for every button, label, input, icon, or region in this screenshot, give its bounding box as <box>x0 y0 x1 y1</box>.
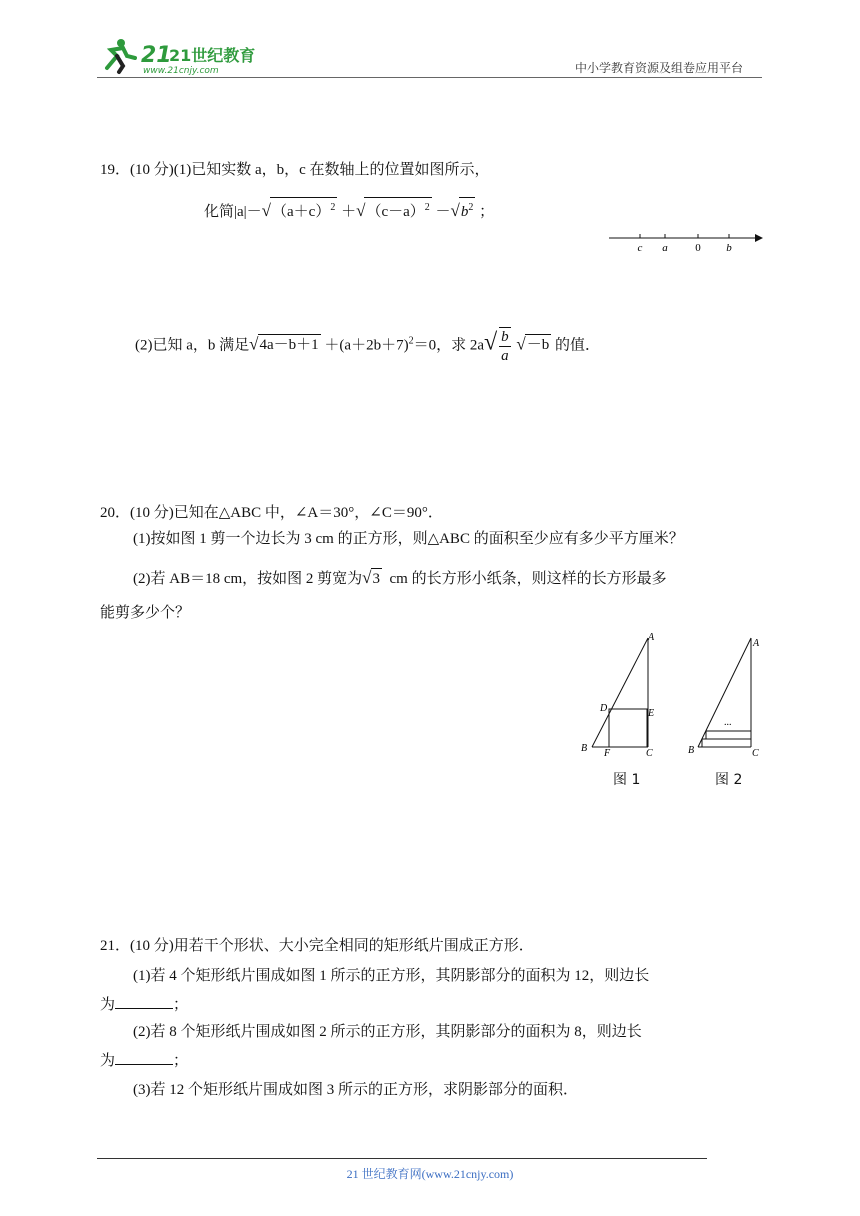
fig1-caption: 图 1 <box>613 772 641 788</box>
numberline-label-a: a <box>662 242 668 254</box>
q19-part2-prefix: (2)已知 a，b 满足 <box>135 337 250 354</box>
runner-logo-icon <box>97 36 257 76</box>
q19-part2-radicand-2: －b <box>525 334 552 355</box>
svg-text:21: 21 <box>141 43 172 68</box>
platform-title: 中小学教育资源及组卷应用平台 <box>575 61 744 75</box>
q19-simplify-expression: 化简$|a|-√(a+c)^2 +√(c-a)^2 -√b^2$ ； <box>204 197 494 222</box>
q19-part2-mid2: ＝0，求 2a <box>413 337 484 354</box>
q21-part3: (3)若 12 个矩形纸片围成如图 3 所示的正方形，求阴影部分的面积． <box>133 1082 578 1098</box>
fig1-label-B: B <box>581 743 588 754</box>
numberline-label-b: b <box>726 242 732 254</box>
numberline-label-0: 0 <box>695 242 701 254</box>
q19-sep-2: － <box>435 204 451 220</box>
numberline-label-c: c <box>637 242 643 254</box>
q21-part2-line2: 为 ； <box>100 1050 188 1071</box>
q20-part2-line2: 能剪多少个？ <box>100 605 191 621</box>
q21-part1-blank[interactable] <box>115 994 173 1009</box>
fig1-label-A: A <box>648 632 655 643</box>
fig2-label-A: A <box>753 638 760 649</box>
q19-fraction: $\frac{b}{a}$ <box>501 329 509 364</box>
footer-link[interactable]: 21 世纪教育网(www.21cnjy.com) <box>346 1167 514 1181</box>
fig2-label-C: C <box>752 748 759 758</box>
header-divider <box>97 77 762 78</box>
q19-part2: (2)已知 a，b 满足$√4a-b+1 +(a+2b+7)^2=0$，求 2a√ $\frac{b}{a}$ √－b 的值． <box>135 329 601 364</box>
q19-radicand-3: $b^2$ <box>459 197 476 222</box>
q19-title: 19．(10 分)(1)已知实数 a，b，c 在数轴上的位置如图所示， <box>100 162 490 178</box>
q21-part2-line1: (2)若 8 个矩形纸片围成如图 2 所示的正方形，其阴影部分的面积为 8，则边长 <box>133 1024 642 1040</box>
q19-part2-mid: ＋(a＋2b＋7) <box>324 337 409 354</box>
q20-title: 20．(10 分)已知在△ABC 中，∠A＝30°，∠C＝90°． <box>100 505 443 521</box>
q20-part2: (2)若 AB＝18 cm，按如图 2 剪宽为√3 cm 的长方形小纸条，则这样的长方形最多 <box>133 568 667 587</box>
q20-part2-prefix: (2)若 AB＝18 cm，按如图 2 剪宽为 <box>133 571 363 587</box>
fig2-caption: 图 2 <box>715 772 743 788</box>
fig2-label-B: B <box>688 745 695 756</box>
number-line-figure <box>605 228 765 256</box>
q20-part2-suffix: cm 的长方形小纸条，则这样的长方形最多 <box>389 571 667 587</box>
fig1-label-F: F <box>604 748 611 758</box>
q19-simplify-prefix: 化简|a|－ <box>204 204 262 220</box>
q20-part2-radicand: 3 <box>371 568 383 589</box>
q21-part1-line2: 为 ； <box>100 994 188 1015</box>
fig1-label-C: C <box>646 748 653 758</box>
q19-tail: ； <box>479 204 495 220</box>
fig1-label-D: D <box>600 703 608 714</box>
logo <box>97 36 257 76</box>
q19-part2-tail: 的值． <box>555 337 601 354</box>
q20-part1: (1)按如图 1 剪一个边长为 3 cm 的正方形，则△ABC 的面积至少应有多少平方厘米？ <box>133 531 684 547</box>
svg-text:21世纪教育: 21世纪教育 <box>169 46 256 65</box>
q19-radicand-2: $(c-a)^2$ <box>364 197 431 222</box>
svg-text:www.21cnjy.com: www.21cnjy.com <box>143 66 219 76</box>
q19-radicand-1: $(a+c)^2$ <box>270 197 337 222</box>
fig2-dots: ... <box>724 717 732 728</box>
q21-part2-blank[interactable] <box>115 1050 173 1065</box>
q21-title: 21．(10 分)用若干个形状、大小完全相同的矩形纸片围成正方形． <box>100 938 534 954</box>
fig1-label-E: E <box>648 708 655 719</box>
footer-divider <box>97 1158 707 1159</box>
q20-figure-1 <box>578 630 663 758</box>
q21-part1-line1: (1)若 4 个矩形纸片围成如图 1 所示的正方形，其阴影部分的面积为 12，则边长 <box>133 968 650 984</box>
q19-sep-1: ＋ <box>341 204 357 220</box>
q19-part2-radicand: 4a－b＋1 <box>258 334 321 355</box>
q20-figure-2 <box>684 630 769 758</box>
